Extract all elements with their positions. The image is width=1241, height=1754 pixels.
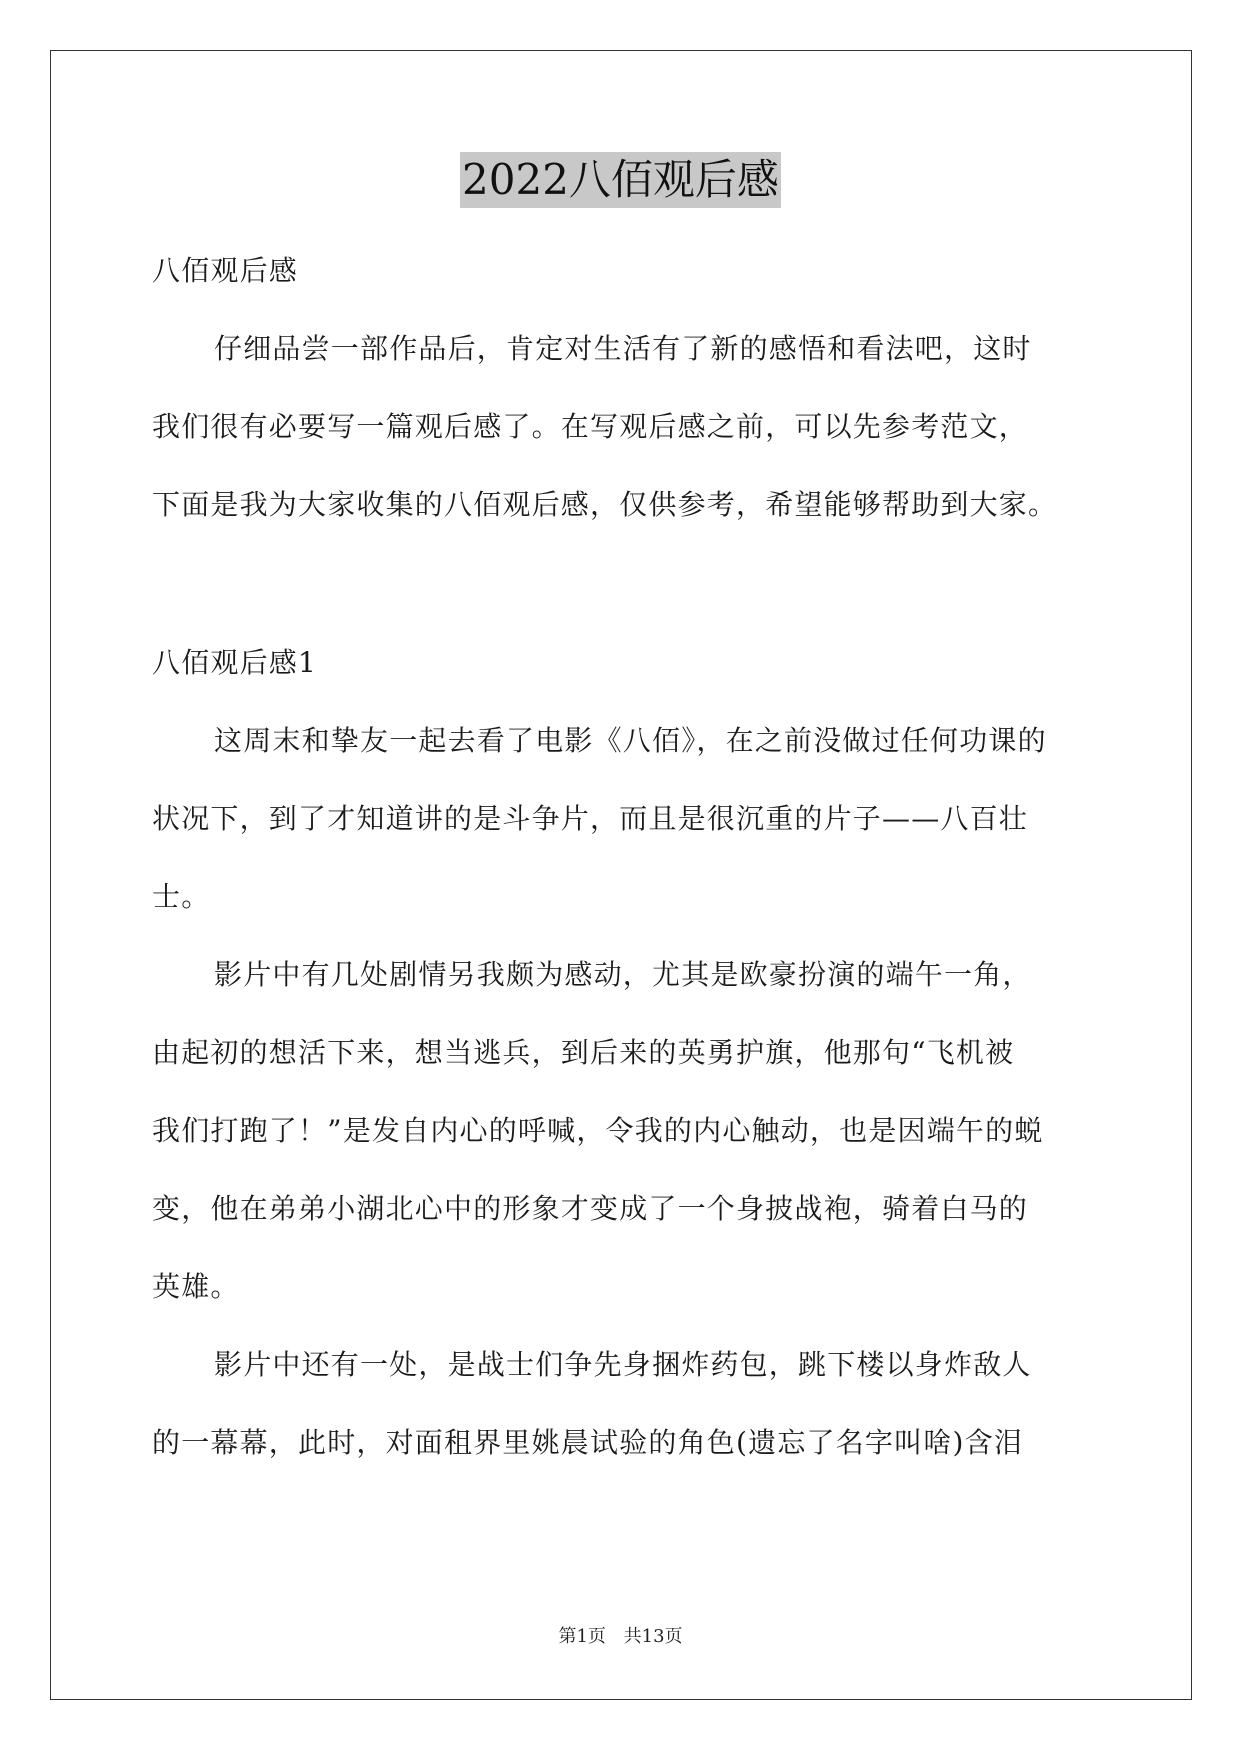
para3-line-2: 的一幕幕，此时，对面租界里姚晨试验的角色(遗忘了名字叫啥)含泪	[152, 1426, 1024, 1459]
para1-line-3: 士。	[152, 880, 211, 913]
para1-line-1: 这周末和挚友一起去看了电影《八佰》，在之前没做过任何功课的	[214, 724, 1047, 757]
para1-line-2: 状况下，到了才知道讲的是斗争片，而且是很沉重的片子——八百壮	[152, 802, 1029, 835]
para2-line-2: 由起初的想活下来，想当逃兵，到后来的英勇护旗，他那句“飞机被	[152, 1036, 1015, 1069]
page-total: 共13页	[623, 1626, 683, 1647]
title-container	[0, 152, 1241, 208]
intro-heading: 八佰观后感	[152, 254, 299, 287]
para2-line-5: 英雄。	[152, 1270, 240, 1303]
document-body	[152, 232, 1092, 1482]
para3-line-1: 影片中还有一处，是战士们争先身捆炸药包，跳下楼以身炸敌人	[214, 1348, 1032, 1381]
intro-line-3: 下面是我为大家收集的八佰观后感，仅供参考，希望能够帮助到大家。	[152, 488, 1058, 521]
para2-line-4: 变，他在弟弟小湖北心中的形象才变成了一个身披战袍，骑着白马的	[152, 1192, 1029, 1225]
intro-line-1: 仔细品尝一部作品后，肯定对生活有了新的感悟和看法吧，这时	[214, 332, 1032, 365]
section-spacer	[152, 544, 1092, 624]
document-title: 2022八佰观后感	[460, 152, 781, 208]
section-heading: 八佰观后感1	[152, 646, 318, 679]
page-footer	[0, 1622, 1241, 1648]
para2-line-1: 影片中有几处剧情另我颇为感动，尤其是欧豪扮演的端午一角，	[214, 958, 1032, 991]
intro-line-2: 我们很有必要写一篇观后感了。在写观后感之前，可以先参考范文，	[152, 410, 1029, 443]
para2-line-3: 我们打跑了！”是发自内心的呼喊，令我的内心触动，也是因端午的蜕	[152, 1114, 1044, 1147]
page-number: 第1页	[558, 1626, 606, 1647]
